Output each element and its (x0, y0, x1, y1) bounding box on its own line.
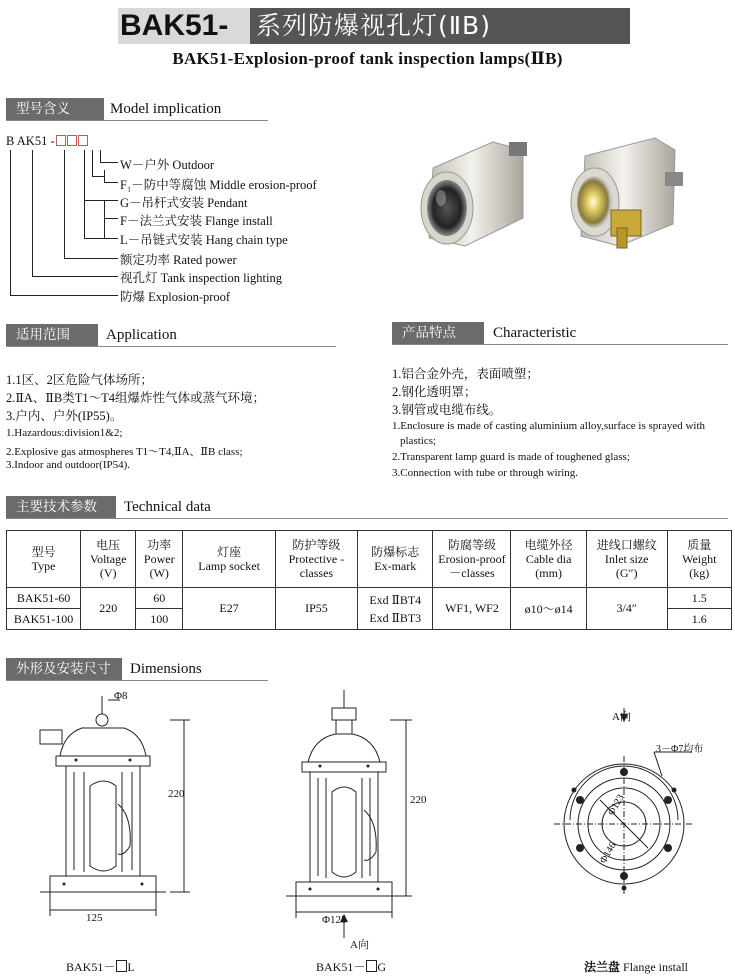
cell-exmark-1: Exd ⅡBT4 (369, 592, 422, 607)
tree-h-8 (64, 258, 118, 259)
section-characteristic-cn: 产品特点 (392, 322, 484, 344)
section-technical-cn: 主要技术参数 (6, 496, 116, 518)
photo-lamp-outdoor (421, 142, 527, 246)
section-dimensions-en: Dimensions (130, 661, 202, 677)
section-technical-en: Technical data (124, 499, 211, 515)
tree-h-9 (32, 276, 118, 277)
section-model-cn: 型号含义 (6, 98, 104, 120)
th-erosion-en: Erosion-proof (438, 552, 506, 566)
cell-exmark-2: Exd ⅡBT3 (369, 610, 422, 625)
model-item-ex: 防爆 Explosion-proof (120, 290, 231, 304)
model-item-lamp: 视孔灯 Tank inspection lighting (120, 271, 282, 285)
application-item: 2.ⅡA、ⅡB类T1～T4组爆炸性气体或蒸气环境； (6, 391, 266, 405)
cell-socket: E27 (183, 588, 276, 630)
th-weight-unit: (kg) (689, 566, 710, 580)
cell-type: BAK51-100 (7, 609, 81, 630)
th-erosion-en2: －classes (449, 566, 495, 580)
tree-h-3 (104, 182, 118, 183)
model-box-1 (56, 135, 66, 146)
characteristic-item: 3.Connection with tube or through wiring. (392, 467, 579, 479)
tree-h-6 (104, 218, 118, 219)
section-dimensions-rule (6, 680, 268, 681)
th-inlet (586, 531, 667, 588)
section-technical-rule (6, 518, 728, 519)
section-application-en: Application (106, 327, 177, 343)
d1-caption-b: L (127, 960, 135, 974)
tree-line-ex (10, 150, 11, 295)
th-voltage-unit: (V) (99, 566, 117, 580)
model-item-w: W－户外 Outdoor (120, 158, 215, 172)
tree-h-7 (84, 238, 118, 239)
th-voltage (81, 531, 136, 588)
tree-line-top (100, 150, 101, 162)
model-code (6, 134, 88, 149)
d2-width-label: Φ125 (322, 914, 347, 926)
section-application-cn: 适用范围 (6, 324, 98, 346)
tree-h-5 (104, 200, 118, 201)
characteristic-item: 2.钢化透明罩； (392, 385, 477, 399)
th-cable-cn: 电缆外径 (524, 538, 573, 552)
th-cable-en: Cable dia (525, 552, 572, 566)
th-erosion (433, 531, 511, 588)
cell-protective: IP55 (275, 588, 357, 630)
application-item: 2.Explosive gas atmospheres T1～T4,ⅡA、ⅡB class; (6, 446, 243, 458)
model-box-3 (78, 135, 88, 146)
th-socket (183, 531, 276, 588)
d2-height-label: 220 (410, 794, 427, 806)
drawing-hang-chain (20, 686, 220, 926)
d2-caption-box (366, 960, 377, 972)
application-item: 3.Indoor and outdoor(IP54). (6, 459, 131, 471)
model-item-l: L－吊链式安装 Hang chain type (120, 233, 288, 247)
characteristic-item: 2.Transparent lamp guard is made of toughened glass; (392, 451, 630, 463)
tree-line-w (92, 150, 93, 176)
d1-width-label: 125 (86, 912, 103, 924)
characteristic-item: 1.Enclosure is made of casting aluminium alloy,surface is sprayed with (392, 420, 706, 432)
th-power (136, 531, 183, 588)
d3-inner-label: Φ123 (606, 792, 627, 818)
th-weight-en: Weight (682, 552, 717, 566)
cell-power: 60 (136, 588, 183, 609)
tree-h-2 (92, 176, 104, 177)
th-socket-cn: 灯座 (217, 545, 242, 559)
th-voltage-en: Voltage (89, 552, 127, 566)
cell-inlet: 3/4″ (586, 588, 667, 630)
th-protective (275, 531, 357, 588)
characteristic-item: 1.铝合金外壳，表面喷塑； (392, 367, 539, 381)
d3-outer-label: Φ146 (598, 840, 619, 866)
title-cn: 系列防爆视孔灯(ⅡB) (256, 11, 491, 40)
tree-line-lamp (32, 150, 33, 276)
th-erosion-cn: 防腐等级 (447, 538, 496, 552)
d3-caption-cn: 法兰盘 (584, 960, 621, 974)
characteristic-item: plastics; (400, 435, 437, 447)
tree-v-4 (104, 200, 105, 238)
d3-caption (584, 958, 688, 975)
table-row (7, 588, 732, 609)
th-cable (511, 531, 586, 588)
application-item: 1.1区、2区危险气体场所； (6, 373, 153, 387)
th-protective-en2: classes (299, 566, 334, 580)
cell-type: BAK51-60 (7, 588, 81, 609)
drawing-flange (550, 700, 730, 930)
drawing-pendant (280, 686, 440, 942)
th-type (7, 531, 81, 588)
section-model-rule (6, 120, 268, 121)
product-photos (405, 128, 735, 258)
title-code: BAK51- (120, 9, 229, 42)
d1-caption (66, 958, 135, 975)
model-item-power: 额定功率 Rated power (120, 253, 237, 267)
cell-weight: 1.5 (667, 588, 731, 609)
d3-holes-label: 3－Φ7均布 (656, 744, 704, 755)
th-protective-en: Protective - (288, 552, 345, 566)
tree-h-1 (100, 162, 118, 163)
th-socket-en: Lamp socket (198, 559, 260, 573)
photo-lamp-pendant (571, 138, 683, 248)
application-item: 1.Hazardous:division1&2; (6, 427, 123, 439)
model-item-g: G－吊杆式安装 Pendant (120, 196, 248, 210)
d1-phi-label: Φ8 (114, 690, 128, 702)
spec-table (6, 530, 732, 630)
d2-caption (316, 958, 386, 975)
th-cable-unit: (mm) (535, 566, 562, 580)
section-dimensions-cn: 外形及安装尺寸 (6, 658, 122, 680)
cell-voltage: 220 (81, 588, 136, 630)
d1-caption-a: BAK51－ (66, 960, 116, 974)
title-en: BAK51-Explosion-proof tank inspection lamps(ⅡB) (172, 49, 563, 68)
cell-exmark (358, 588, 433, 630)
th-weight (667, 531, 731, 588)
section-model-en: Model implication (110, 101, 222, 117)
application-item: 3.户内、户外(IP55)。 (6, 409, 123, 423)
section-characteristic-en: Characteristic (493, 325, 577, 341)
th-power-unit: (W) (149, 566, 169, 580)
section-characteristic-rule (392, 344, 728, 345)
th-power-cn: 功率 (147, 538, 172, 552)
th-inlet-cn: 进线口螺纹 (596, 538, 657, 552)
d2-caption-a: BAK51－ (316, 960, 366, 974)
cell-weight: 1.6 (667, 609, 731, 630)
d2-arrow-label: A向 (350, 939, 369, 951)
th-exmark-en: Ex-mark (374, 559, 417, 573)
d3-caption-en: Flange install (623, 960, 689, 974)
cell-power: 100 (136, 609, 183, 630)
th-exmark (358, 531, 433, 588)
characteristic-item: 3.钢管或电缆布线。 (392, 403, 502, 417)
tree-line-g (84, 150, 85, 238)
d3-top-label: A向 (612, 711, 631, 723)
model-box-2 (67, 135, 77, 146)
d1-caption-box (116, 960, 127, 972)
cell-cable: ø10～ø14 (511, 588, 586, 630)
table-header-row (7, 531, 732, 588)
th-type-cn: 型号 (31, 545, 56, 559)
th-inlet-en: Inlet size (604, 552, 649, 566)
tree-h-4 (84, 200, 104, 201)
th-type-en: Type (31, 559, 56, 573)
model-item-f: F－法兰式安装 Flange install (120, 214, 273, 228)
model-code-text: B AK51 - (6, 134, 55, 148)
th-inlet-unit: (G″) (615, 566, 638, 580)
tree-line-power (64, 150, 65, 258)
model-item-f1: F₁－防中等腐蚀 Middle erosion-proof (120, 178, 317, 192)
th-power-en: Power (143, 552, 175, 566)
th-exmark-cn: 防爆标志 (371, 545, 420, 559)
section-application-rule (6, 346, 336, 347)
tree-h-10 (10, 295, 118, 296)
th-protective-cn: 防护等级 (292, 538, 341, 552)
d1-height-label: 220 (168, 788, 185, 800)
cell-erosion: WF1, WF2 (433, 588, 511, 630)
th-weight-cn: 质量 (687, 538, 712, 552)
tree-v-2 (104, 170, 105, 182)
d2-caption-b: G (377, 960, 387, 974)
th-voltage-cn: 电压 (96, 538, 121, 552)
